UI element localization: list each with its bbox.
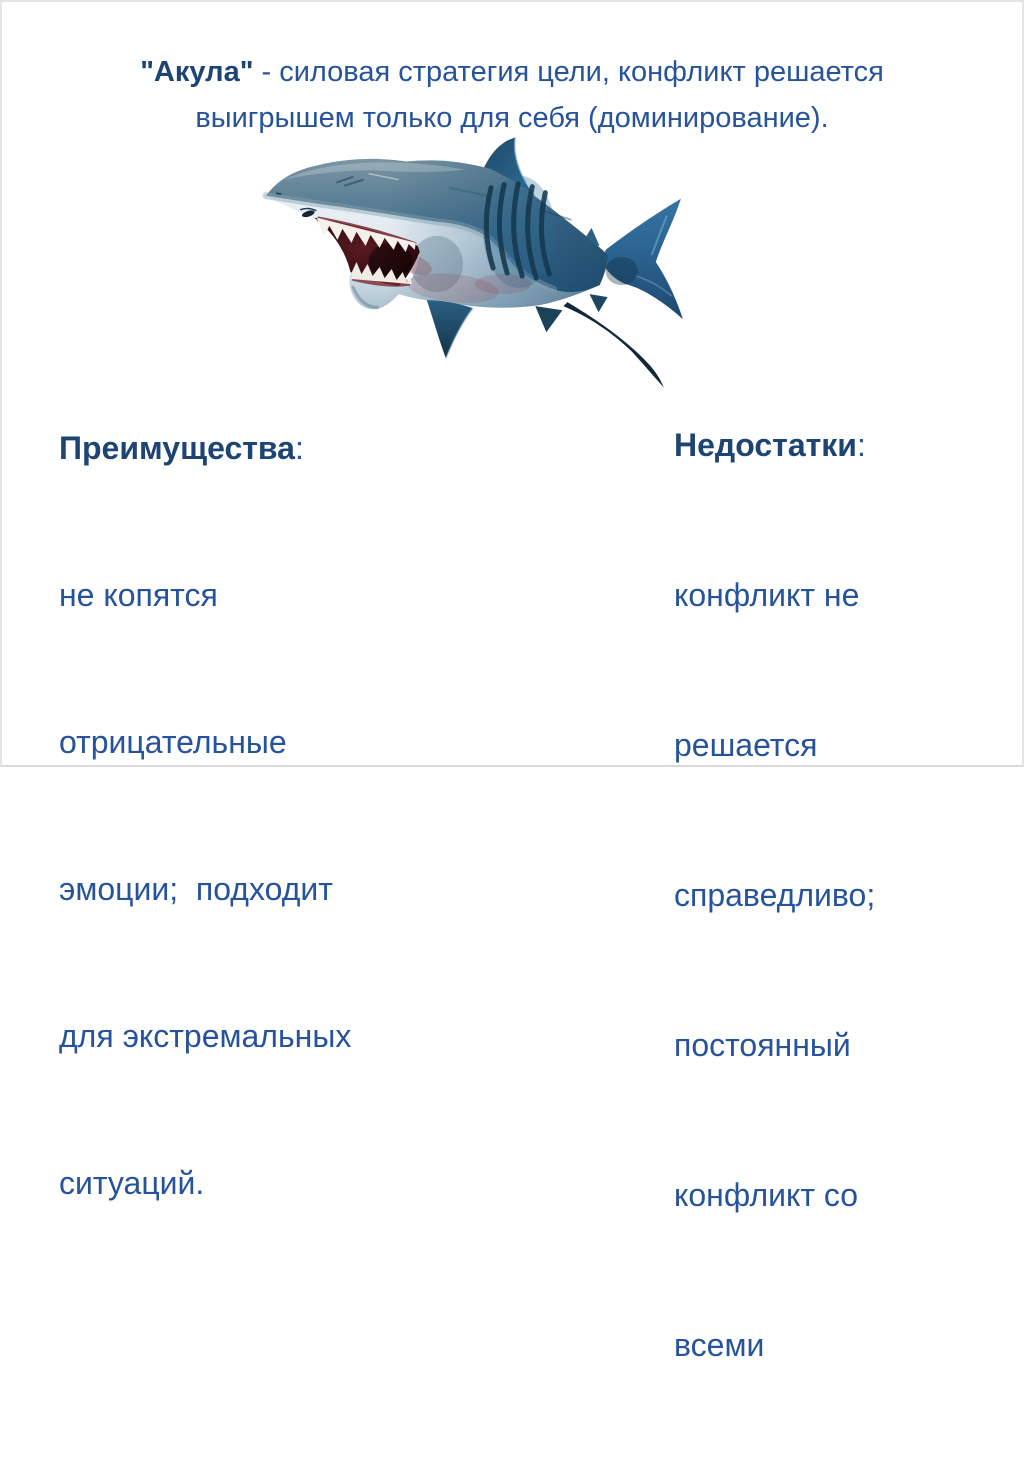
- disadvantages-line-6: всеми: [674, 1320, 875, 1370]
- title-line-1: [42, 49, 982, 95]
- advantages-block: [59, 326, 351, 1306]
- disadvantages-heading-text: Недостатки: [674, 427, 857, 463]
- shark-tail-filament: [563, 302, 663, 387]
- advantages-heading-text: Преимущества: [59, 430, 295, 466]
- advantages-line-1: не копятся: [59, 571, 351, 620]
- disadvantages-heading: [674, 420, 875, 470]
- disadvantages-line-5: конфликт со: [674, 1170, 875, 1220]
- disadvantages-line-3: справедливо;: [674, 870, 875, 920]
- shark-body: [266, 159, 608, 309]
- advantages-heading: [59, 424, 351, 473]
- disadvantages-line-2: решается: [674, 720, 875, 770]
- advantages-line-5: ситуаций.: [59, 1159, 351, 1208]
- shark-tail-fin: [603, 199, 683, 320]
- disadvantages-colon: :: [857, 427, 866, 463]
- title-line-1-rest: - силовая стратегия цели, конфликт решается: [253, 56, 883, 88]
- advantages-line-3: эмоции; подходит: [59, 865, 351, 914]
- advantages-colon: :: [295, 430, 304, 466]
- slide-title: [42, 49, 982, 141]
- advantages-line-4: для экстремальных: [59, 1012, 351, 1061]
- disadvantages-block: [674, 320, 875, 1470]
- shark-pelvic-fin: [535, 306, 562, 332]
- shark-pectoral-fin: [427, 300, 473, 358]
- title-line-2: выигрышем только для себя (доминирование).: [42, 95, 982, 141]
- disadvantages-line-1: конфликт не: [674, 570, 875, 620]
- title-keyword: "Акула": [140, 56, 253, 88]
- disadvantages-line-4: постоянный: [674, 1020, 875, 1070]
- shark-anal-fin: [590, 294, 608, 312]
- advantages-line-2: отрицательные: [59, 718, 351, 767]
